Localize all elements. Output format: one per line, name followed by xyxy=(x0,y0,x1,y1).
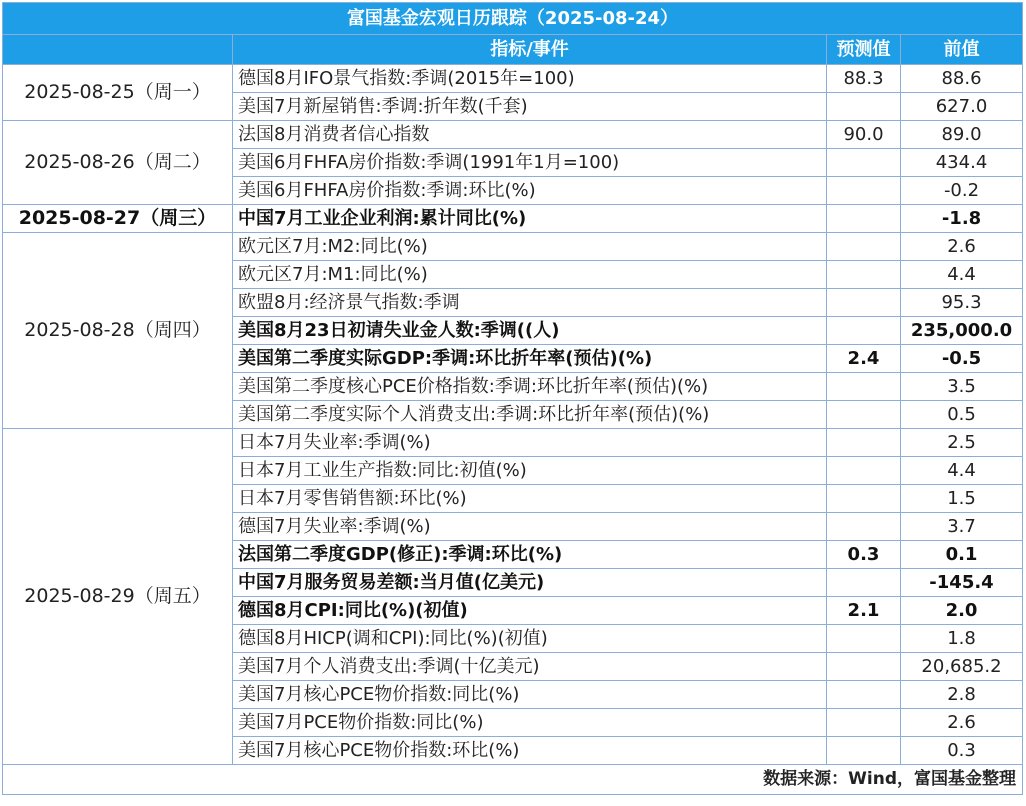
forecast-cell xyxy=(827,261,901,289)
forecast-cell xyxy=(827,289,901,317)
previous-cell: 2.5 xyxy=(901,429,1023,457)
indicator-cell: 日本7月工业生产指数:同比:初值(%) xyxy=(233,457,827,485)
previous-cell: 235,000.0 xyxy=(901,317,1023,345)
previous-cell: -1.8 xyxy=(901,205,1023,233)
previous-cell: 2.8 xyxy=(901,681,1023,709)
previous-cell: -145.4 xyxy=(901,569,1023,597)
date-cell: 2025-08-28（周四） xyxy=(3,233,233,429)
forecast-cell xyxy=(827,93,901,121)
table-row xyxy=(3,233,1023,261)
previous-cell: 4.4 xyxy=(901,457,1023,485)
header-date xyxy=(3,35,233,65)
indicator-cell: 欧元区7月:M2:同比(%) xyxy=(233,233,827,261)
header-row xyxy=(3,35,1023,65)
indicator-cell: 法国8月消费者信心指数 xyxy=(233,121,827,149)
macro-calendar xyxy=(2,2,1022,795)
indicator-cell: 美国第二季度核心PCE价格指数:季调:环比折年率(预估)(%) xyxy=(233,373,827,401)
previous-cell: 4.4 xyxy=(901,261,1023,289)
date-cell: 2025-08-29（周五） xyxy=(3,429,233,765)
table-row xyxy=(3,205,1023,233)
footer-row xyxy=(3,765,1023,795)
indicator-cell: 日本7月零售销售额:环比(%) xyxy=(233,485,827,513)
previous-cell: 3.5 xyxy=(901,373,1023,401)
previous-cell: 2.0 xyxy=(901,597,1023,625)
previous-cell: 95.3 xyxy=(901,289,1023,317)
forecast-cell xyxy=(827,709,901,737)
table-title: 富国基金宏观日历跟踪（2025-08-24） xyxy=(3,3,1023,35)
table-row xyxy=(3,65,1023,93)
indicator-cell: 日本7月失业率:季调(%) xyxy=(233,429,827,457)
date-cell: 2025-08-25（周一） xyxy=(3,65,233,121)
forecast-cell: 2.4 xyxy=(827,345,901,373)
source-note: 数据来源：Wind，富国基金整理 xyxy=(3,765,1023,795)
indicator-cell: 德国8月IFO景气指数:季调(2015年=100) xyxy=(233,65,827,93)
previous-cell: 2.6 xyxy=(901,709,1023,737)
forecast-cell: 0.3 xyxy=(827,541,901,569)
forecast-cell xyxy=(827,317,901,345)
forecast-cell: 90.0 xyxy=(827,121,901,149)
indicator-cell: 德国8月HICP(调和CPI):同比(%)(初值) xyxy=(233,625,827,653)
indicator-cell: 法国第二季度GDP(修正):季调:环比(%) xyxy=(233,541,827,569)
indicator-cell: 中国7月工业企业利润:累计同比(%) xyxy=(233,205,827,233)
previous-cell: 89.0 xyxy=(901,121,1023,149)
header-forecast: 预测值 xyxy=(827,35,901,65)
indicator-cell: 美国8月23日初请失业金人数:季调((人) xyxy=(233,317,827,345)
previous-cell: 0.5 xyxy=(901,401,1023,429)
indicator-cell: 美国第二季度实际GDP:季调:环比折年率(预估)(%) xyxy=(233,345,827,373)
previous-cell: 0.1 xyxy=(901,541,1023,569)
forecast-cell xyxy=(827,513,901,541)
indicator-cell: 欧元区7月:M1:同比(%) xyxy=(233,261,827,289)
date-cell: 2025-08-26（周二） xyxy=(3,121,233,205)
title-row xyxy=(3,3,1023,35)
previous-cell: 1.8 xyxy=(901,625,1023,653)
previous-cell: 3.7 xyxy=(901,513,1023,541)
indicator-cell: 德国7月失业率:季调(%) xyxy=(233,513,827,541)
indicator-cell: 美国7月个人消费支出:季调(十亿美元) xyxy=(233,653,827,681)
header-indicator: 指标/事件 xyxy=(233,35,827,65)
table-row xyxy=(3,121,1023,149)
previous-cell: -0.2 xyxy=(901,177,1023,205)
date-cell: 2025-08-27（周三） xyxy=(3,205,233,233)
indicator-cell: 德国8月CPI:同比(%)(初值) xyxy=(233,597,827,625)
forecast-cell xyxy=(827,429,901,457)
forecast-cell xyxy=(827,205,901,233)
header-previous: 前值 xyxy=(901,35,1023,65)
forecast-cell xyxy=(827,373,901,401)
forecast-cell: 88.3 xyxy=(827,65,901,93)
indicator-cell: 美国7月核心PCE物价指数:同比(%) xyxy=(233,681,827,709)
forecast-cell xyxy=(827,625,901,653)
forecast-cell xyxy=(827,149,901,177)
indicator-cell: 美国7月核心PCE物价指数:环比(%) xyxy=(233,737,827,765)
previous-cell: 1.5 xyxy=(901,485,1023,513)
calendar-body xyxy=(3,65,1023,765)
previous-cell: 627.0 xyxy=(901,93,1023,121)
previous-cell: 88.6 xyxy=(901,65,1023,93)
indicator-cell: 欧盟8月:经济景气指数:季调 xyxy=(233,289,827,317)
forecast-cell xyxy=(827,401,901,429)
forecast-cell: 2.1 xyxy=(827,597,901,625)
indicator-cell: 美国6月FHFA房价指数:季调(1991年1月=100) xyxy=(233,149,827,177)
indicator-cell: 中国7月服务贸易差额:当月值(亿美元) xyxy=(233,569,827,597)
indicator-cell: 美国7月PCE物价指数:同比(%) xyxy=(233,709,827,737)
forecast-cell xyxy=(827,485,901,513)
forecast-cell xyxy=(827,653,901,681)
previous-cell: -0.5 xyxy=(901,345,1023,373)
table-row xyxy=(3,429,1023,457)
forecast-cell xyxy=(827,737,901,765)
previous-cell: 0.3 xyxy=(901,737,1023,765)
indicator-cell: 美国6月FHFA房价指数:季调:环比(%) xyxy=(233,177,827,205)
previous-cell: 2.6 xyxy=(901,233,1023,261)
forecast-cell xyxy=(827,457,901,485)
previous-cell: 434.4 xyxy=(901,149,1023,177)
forecast-cell xyxy=(827,177,901,205)
forecast-cell xyxy=(827,681,901,709)
indicator-cell: 美国7月新屋销售:季调:折年数(千套) xyxy=(233,93,827,121)
forecast-cell xyxy=(827,233,901,261)
forecast-cell xyxy=(827,569,901,597)
previous-cell: 20,685.2 xyxy=(901,653,1023,681)
indicator-cell: 美国第二季度实际个人消费支出:季调:环比折年率(预估)(%) xyxy=(233,401,827,429)
calendar-table xyxy=(2,2,1023,795)
